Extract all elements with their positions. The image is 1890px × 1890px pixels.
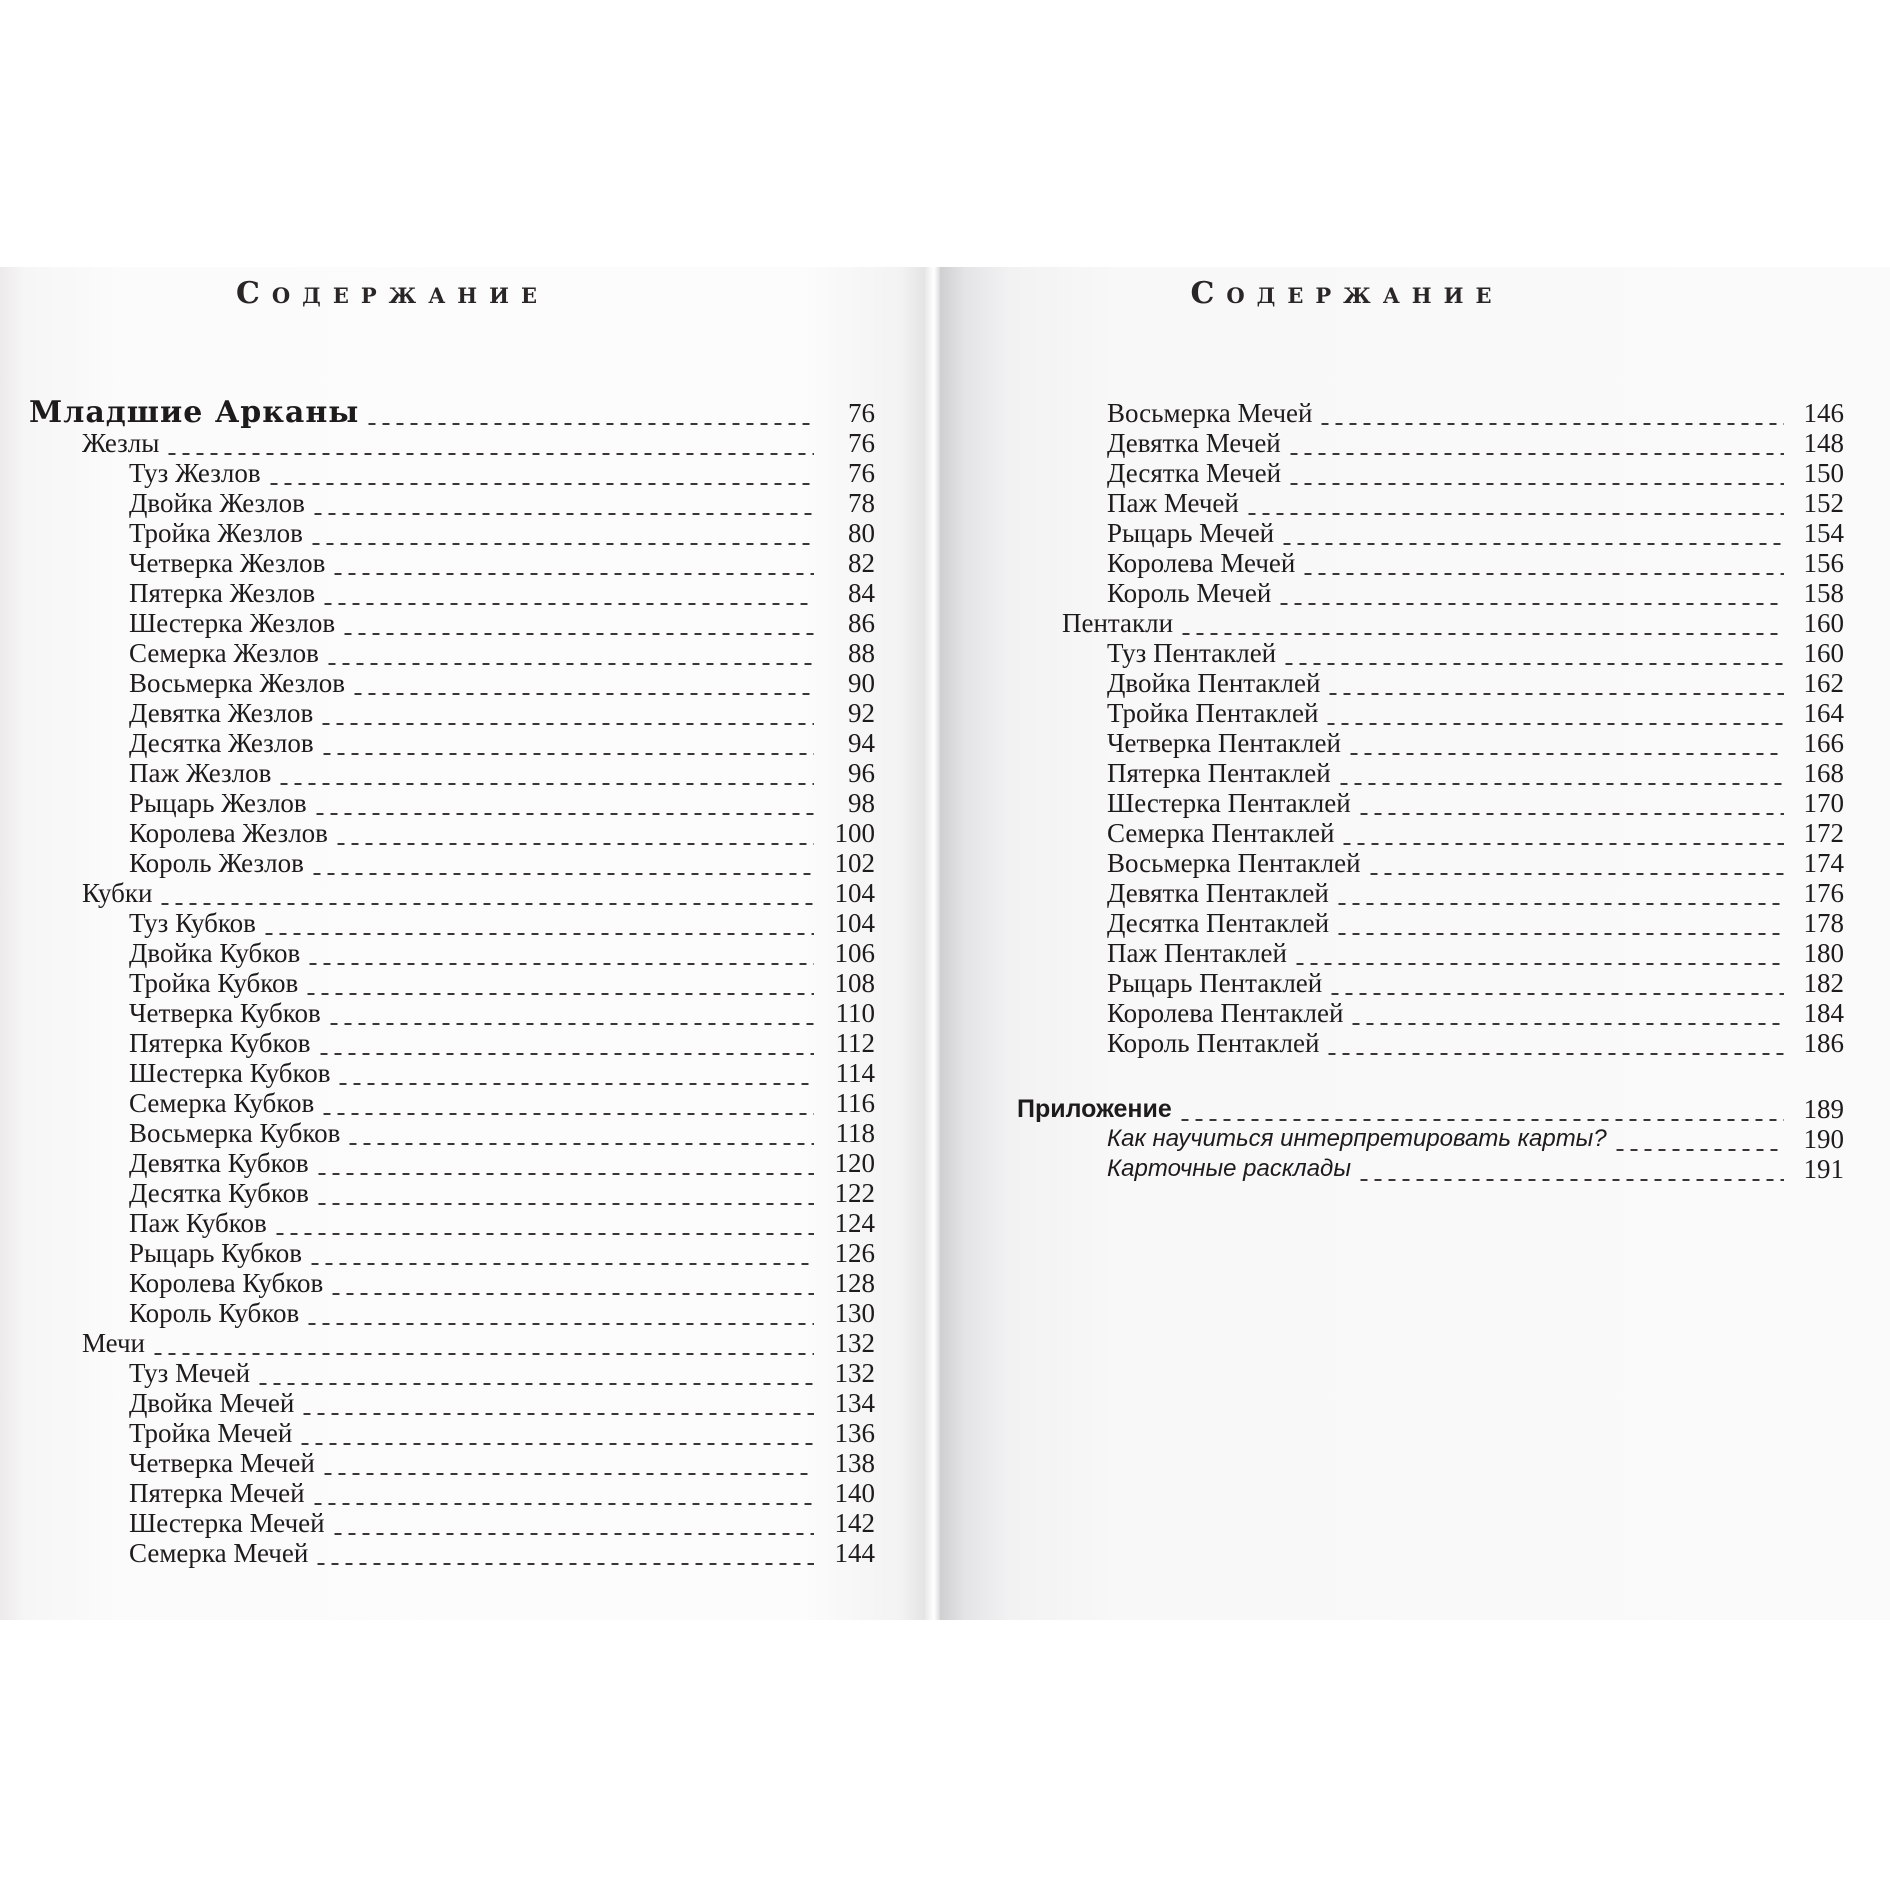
toc-entry [0,1418,900,1448]
toc-entry [940,458,1880,488]
toc-entry [0,1268,900,1298]
toc-entry-page: 106 [834,938,875,968]
toc-entry-page: 170 [1803,788,1844,818]
toc-entry-page: 182 [1803,968,1844,998]
dot-leader [151,1353,814,1355]
toc-entry [0,488,900,518]
toc-entry [0,818,900,848]
toc-entry-title: Рыцарь Кубков [129,1238,303,1268]
toc-entry-title: Восьмерка Мечей [1107,398,1313,428]
toc-entry-title: Девятка Кубков [129,1148,309,1178]
toc-entry-page: 160 [1803,608,1844,638]
toc-entry-title: Девятка Жезлов [129,698,314,728]
toc-entry [940,818,1880,848]
dot-leader [329,1293,814,1295]
toc-entry [0,638,900,668]
toc-entry-title: Паж Кубков [129,1208,267,1238]
dot-leader [1328,993,1784,995]
toc-entry [0,1478,900,1508]
dot-leader [314,1563,814,1565]
toc-entry-page: 178 [1803,908,1844,938]
toc-entry-title: Девятка Пентаклей [1107,878,1329,908]
toc-entry [940,398,1880,428]
toc-entry-page: 164 [1803,698,1844,728]
dot-leader [1367,873,1784,875]
toc-entry-title: Кубки [82,878,153,908]
toc-entry-title: Семерка Кубков [129,1088,315,1118]
toc-entry [0,1538,900,1568]
toc-entry-page: 110 [835,998,875,1028]
toc-entry-page: 140 [834,1478,875,1508]
toc-entry-page: 104 [834,908,875,938]
toc-entry [940,728,1880,758]
toc-entry [0,578,900,608]
toc-entry-title: Тройка Кубков [129,968,299,998]
toc-entry-page: 82 [848,548,875,578]
dot-leader [1337,783,1784,785]
toc-entry-title: Король Мечей [1107,578,1272,608]
toc-entry [0,548,900,578]
toc-entry-title: Паж Мечей [1107,488,1239,518]
dot-leader [1293,963,1784,965]
dot-leader [158,903,814,905]
toc-entry-page: 189 [1803,1094,1844,1124]
toc-entry-page: 98 [848,788,875,818]
toc-entry [940,938,1880,968]
toc-entry-page: 76 [848,428,875,458]
toc-entry-page: 154 [1803,518,1844,548]
toc-entry-page: 138 [834,1448,875,1478]
dot-leader [1357,1179,1784,1181]
toc-entry [940,548,1880,578]
toc-entry-title: Четверка Пентаклей [1107,728,1341,758]
toc-entry [0,608,900,638]
dot-leader [331,1533,814,1535]
dot-leader [1318,423,1784,425]
running-head-right: Содержание [1190,276,1504,311]
toc-entry-title: Младшие Арканы [29,395,360,430]
toc-entry [940,1028,1880,1058]
dot-leader [310,873,814,875]
toc-entry [0,968,900,998]
toc-entry-title: Пентакли [1062,608,1174,638]
toc-entry-title: Жезлы [82,428,160,458]
dot-leader [1325,1053,1784,1055]
toc-entry-page: 146 [1803,398,1844,428]
toc-entry [0,938,900,968]
toc-entry-title: Туз Пентаклей [1107,638,1277,668]
toc-entry [0,1058,900,1088]
toc-entry-title: Как научиться интерпретировать карты? [1107,1125,1607,1152]
toc-entry [940,788,1880,818]
toc-entry-page: 148 [1803,428,1844,458]
toc-entry-page: 156 [1803,548,1844,578]
toc-entry [940,608,1880,638]
toc-entry [940,668,1880,698]
toc-entry-page: 116 [835,1088,875,1118]
toc-entry-title: Шестерка Жезлов [129,608,336,638]
toc-entry-title: Десятка Пентаклей [1107,908,1330,938]
toc-entry-page: 102 [834,848,875,878]
toc-entry-page: 100 [834,818,875,848]
toc-entry [0,1118,900,1148]
toc-entry-page: 126 [834,1238,875,1268]
toc-entry-page: 76 [848,458,875,488]
toc-entry-title: Двойка Мечей [129,1388,295,1418]
dot-leader [311,1503,814,1505]
dot-leader [331,573,814,575]
toc-entry [0,458,900,488]
toc-entry-page: 191 [1803,1154,1844,1184]
toc-entry [0,908,900,938]
toc-list-left [0,395,900,1568]
toc-entry-title: Семерка Жезлов [129,638,319,668]
toc-entry-page: 144 [834,1538,875,1568]
toc-entry-page: 172 [1803,818,1844,848]
toc-entry-title: Карточные расклады [1107,1155,1351,1182]
dot-leader [315,1203,814,1205]
dot-leader [1613,1149,1784,1151]
toc-entry [0,788,900,818]
toc-entry [0,1388,900,1418]
toc-entry-title: Двойка Пентаклей [1107,668,1321,698]
toc-entry-page: 186 [1803,1028,1844,1058]
dot-leader [1277,603,1784,605]
toc-entry-page: 166 [1803,728,1844,758]
toc-entry [940,878,1880,908]
dot-leader [305,1323,814,1325]
dot-leader [1335,903,1784,905]
toc-list-right [940,398,1880,1184]
toc-entry-title: Король Кубков [129,1298,300,1328]
toc-entry-title: Четверка Мечей [129,1448,315,1478]
toc-entry-title: Восьмерка Кубков [129,1118,341,1148]
toc-entry [940,848,1880,878]
toc-entry-title: Девятка Мечей [1107,428,1281,458]
toc-entry [0,518,900,548]
toc-entry-page: 118 [835,1118,875,1148]
toc-entry [940,758,1880,788]
toc-entry-title: Пятерка Мечей [129,1478,305,1508]
toc-entry [940,968,1880,998]
toc-entry [0,698,900,728]
dot-leader [1178,1119,1784,1121]
toc-entry-title: Тройка Мечей [129,1418,293,1448]
toc-entry-page: 76 [848,398,875,428]
dot-leader [1349,1023,1784,1025]
toc-entry-title: Приложение [1017,1095,1172,1123]
toc-entry-title: Десятка Мечей [1107,458,1282,488]
toc-entry [940,1124,1880,1154]
toc-entry-title: Шестерка Кубков [129,1058,331,1088]
toc-entry-page: 162 [1803,668,1844,698]
dot-leader [1326,693,1784,695]
toc-entry [0,1358,900,1388]
toc-entry [940,488,1880,518]
toc-entry-title: Туз Жезлов [129,458,261,488]
toc-entry-title: Пятерка Пентаклей [1107,758,1331,788]
toc-entry-page: 122 [834,1178,875,1208]
toc-entry-title: Туз Мечей [129,1358,251,1388]
toc-entry-page: 124 [834,1208,875,1238]
dot-leader [315,1173,814,1175]
toc-entry-page: 96 [848,758,875,788]
toc-entry-title: Королева Жезлов [129,818,328,848]
toc-entry [0,1178,900,1208]
toc-entry-title: Десятка Кубков [129,1178,309,1208]
dot-leader [365,423,814,425]
toc-entry [0,1298,900,1328]
toc-entry-page: 94 [848,728,875,758]
toc-entry-page: 108 [834,968,875,998]
toc-entry-title: Тройка Пентаклей [1107,698,1319,728]
toc-entry [0,1088,900,1118]
toc-entry-page: 190 [1803,1124,1844,1154]
dot-leader [346,1143,814,1145]
toc-entry [0,728,900,758]
toc-entry [0,1208,900,1238]
toc-entry-page: 130 [834,1298,875,1328]
toc-entry-page: 112 [835,1028,875,1058]
toc-entry-title: Шестерка Пентаклей [1107,788,1351,818]
dot-leader [256,1383,814,1385]
toc-entry-title: Королева Пентаклей [1107,998,1344,1028]
dot-leader [165,453,814,455]
dot-leader [319,723,814,725]
dot-leader [351,693,814,695]
toc-entry-title: Десятка Жезлов [129,728,314,758]
dot-leader [304,993,814,995]
toc-entry-page: 88 [848,638,875,668]
dot-leader [1179,633,1784,635]
toc-entry-page: 136 [834,1418,875,1448]
running-head-left: Содержание [236,276,549,311]
toc-entry [940,908,1880,938]
dot-leader [300,1413,814,1415]
dot-leader [321,603,814,605]
toc-entry-title: Рыцарь Пентаклей [1107,968,1323,998]
toc-entry-page: 160 [1803,638,1844,668]
toc-entry [940,578,1880,608]
dot-leader [1335,933,1784,935]
dot-leader [313,813,814,815]
toc-entry [0,998,900,1028]
book-gutter [925,267,940,1620]
toc-entry-page: 176 [1803,878,1844,908]
toc-entry [0,878,900,908]
dot-leader [1301,573,1784,575]
toc-entry-page: 142 [834,1508,875,1538]
dot-leader [308,1263,814,1265]
toc-entry [0,395,900,430]
toc-entry [940,698,1880,728]
toc-entry-title: Король Пентаклей [1107,1028,1320,1058]
toc-entry [0,428,900,458]
dot-leader [1287,453,1784,455]
dot-leader [327,1023,814,1025]
toc-entry [940,1154,1880,1184]
dot-leader [1347,753,1784,755]
dot-leader [311,513,814,515]
dot-leader [306,963,814,965]
toc-entry-page: 128 [834,1268,875,1298]
dot-leader [1280,543,1784,545]
toc-entry [940,1094,1880,1124]
toc-entry-page: 134 [834,1388,875,1418]
toc-entry-title: Пятерка Кубков [129,1028,311,1058]
toc-entry-page: 180 [1803,938,1844,968]
toc-entry-page: 92 [848,698,875,728]
toc-entry-title: Паж Жезлов [129,758,272,788]
toc-entry-page: 152 [1803,488,1844,518]
dot-leader [1287,483,1784,485]
dot-leader [320,1113,814,1115]
toc-entry [940,428,1880,458]
toc-entry-page: 104 [834,878,875,908]
toc-entry-title: Шестерка Мечей [129,1508,325,1538]
toc-entry [0,848,900,878]
toc-entry-title: Мечи [82,1328,145,1358]
dot-leader [1357,813,1784,815]
dot-leader [267,483,814,485]
toc-entry-title: Четверка Кубков [129,998,321,1028]
toc-entry [940,518,1880,548]
toc-entry-title: Королева Мечей [1107,548,1296,578]
toc-entry-title: Двойка Кубков [129,938,301,968]
toc-entry-title: Тройка Жезлов [129,518,303,548]
toc-entry-title: Король Жезлов [129,848,304,878]
toc-entry [0,1148,900,1178]
dot-leader [317,1053,814,1055]
dot-leader [262,933,814,935]
toc-entry-title: Пятерка Жезлов [129,578,316,608]
dot-leader [277,783,814,785]
right-page [940,267,1890,1620]
toc-entry [0,758,900,788]
toc-entry [0,1028,900,1058]
toc-entry-page: 184 [1803,998,1844,1028]
dot-leader [320,753,814,755]
toc-entry-page: 168 [1803,758,1844,788]
dot-leader [321,1473,814,1475]
toc-entry [0,1508,900,1538]
toc-entry-page: 114 [835,1058,875,1088]
dot-leader [334,843,814,845]
toc-entry-page: 86 [848,608,875,638]
toc-entry-page: 120 [834,1148,875,1178]
toc-entry [0,1238,900,1268]
toc-entry-page: 80 [848,518,875,548]
toc-entry [0,668,900,698]
dot-leader [1340,843,1784,845]
toc-entry-title: Двойка Жезлов [129,488,305,518]
dot-leader [325,663,814,665]
left-page [0,267,925,1620]
toc-entry-page: 158 [1803,578,1844,608]
toc-entry-title: Туз Кубков [129,908,256,938]
dot-leader [1324,723,1784,725]
toc-entry-page: 84 [848,578,875,608]
dot-leader [273,1233,814,1235]
dot-leader [1245,513,1784,515]
toc-entry-page: 174 [1803,848,1844,878]
dot-leader [341,633,814,635]
toc-entry-title: Паж Пентаклей [1107,938,1287,968]
toc-entry-title: Рыцарь Мечей [1107,518,1275,548]
dot-leader [336,1083,814,1085]
toc-entry-page: 90 [848,668,875,698]
toc-entry-page: 132 [834,1358,875,1388]
dot-leader [1282,663,1784,665]
toc-entry-title: Королева Кубков [129,1268,324,1298]
toc-entry-title: Семерка Пентаклей [1107,818,1335,848]
toc-entry [940,998,1880,1028]
toc-entry [0,1448,900,1478]
toc-entry-title: Четверка Жезлов [129,548,326,578]
toc-entry-title: Семерка Мечей [129,1538,309,1568]
toc-entry-page: 132 [834,1328,875,1358]
toc-entry-title: Восьмерка Жезлов [129,668,346,698]
dot-leader [298,1443,814,1445]
toc-entry [940,638,1880,668]
toc-entry-page: 150 [1803,458,1844,488]
toc-entry-title: Рыцарь Жезлов [129,788,307,818]
dot-leader [309,543,814,545]
toc-entry-title: Восьмерка Пентаклей [1107,848,1361,878]
toc-entry [0,1328,900,1358]
toc-entry-page: 78 [848,488,875,518]
